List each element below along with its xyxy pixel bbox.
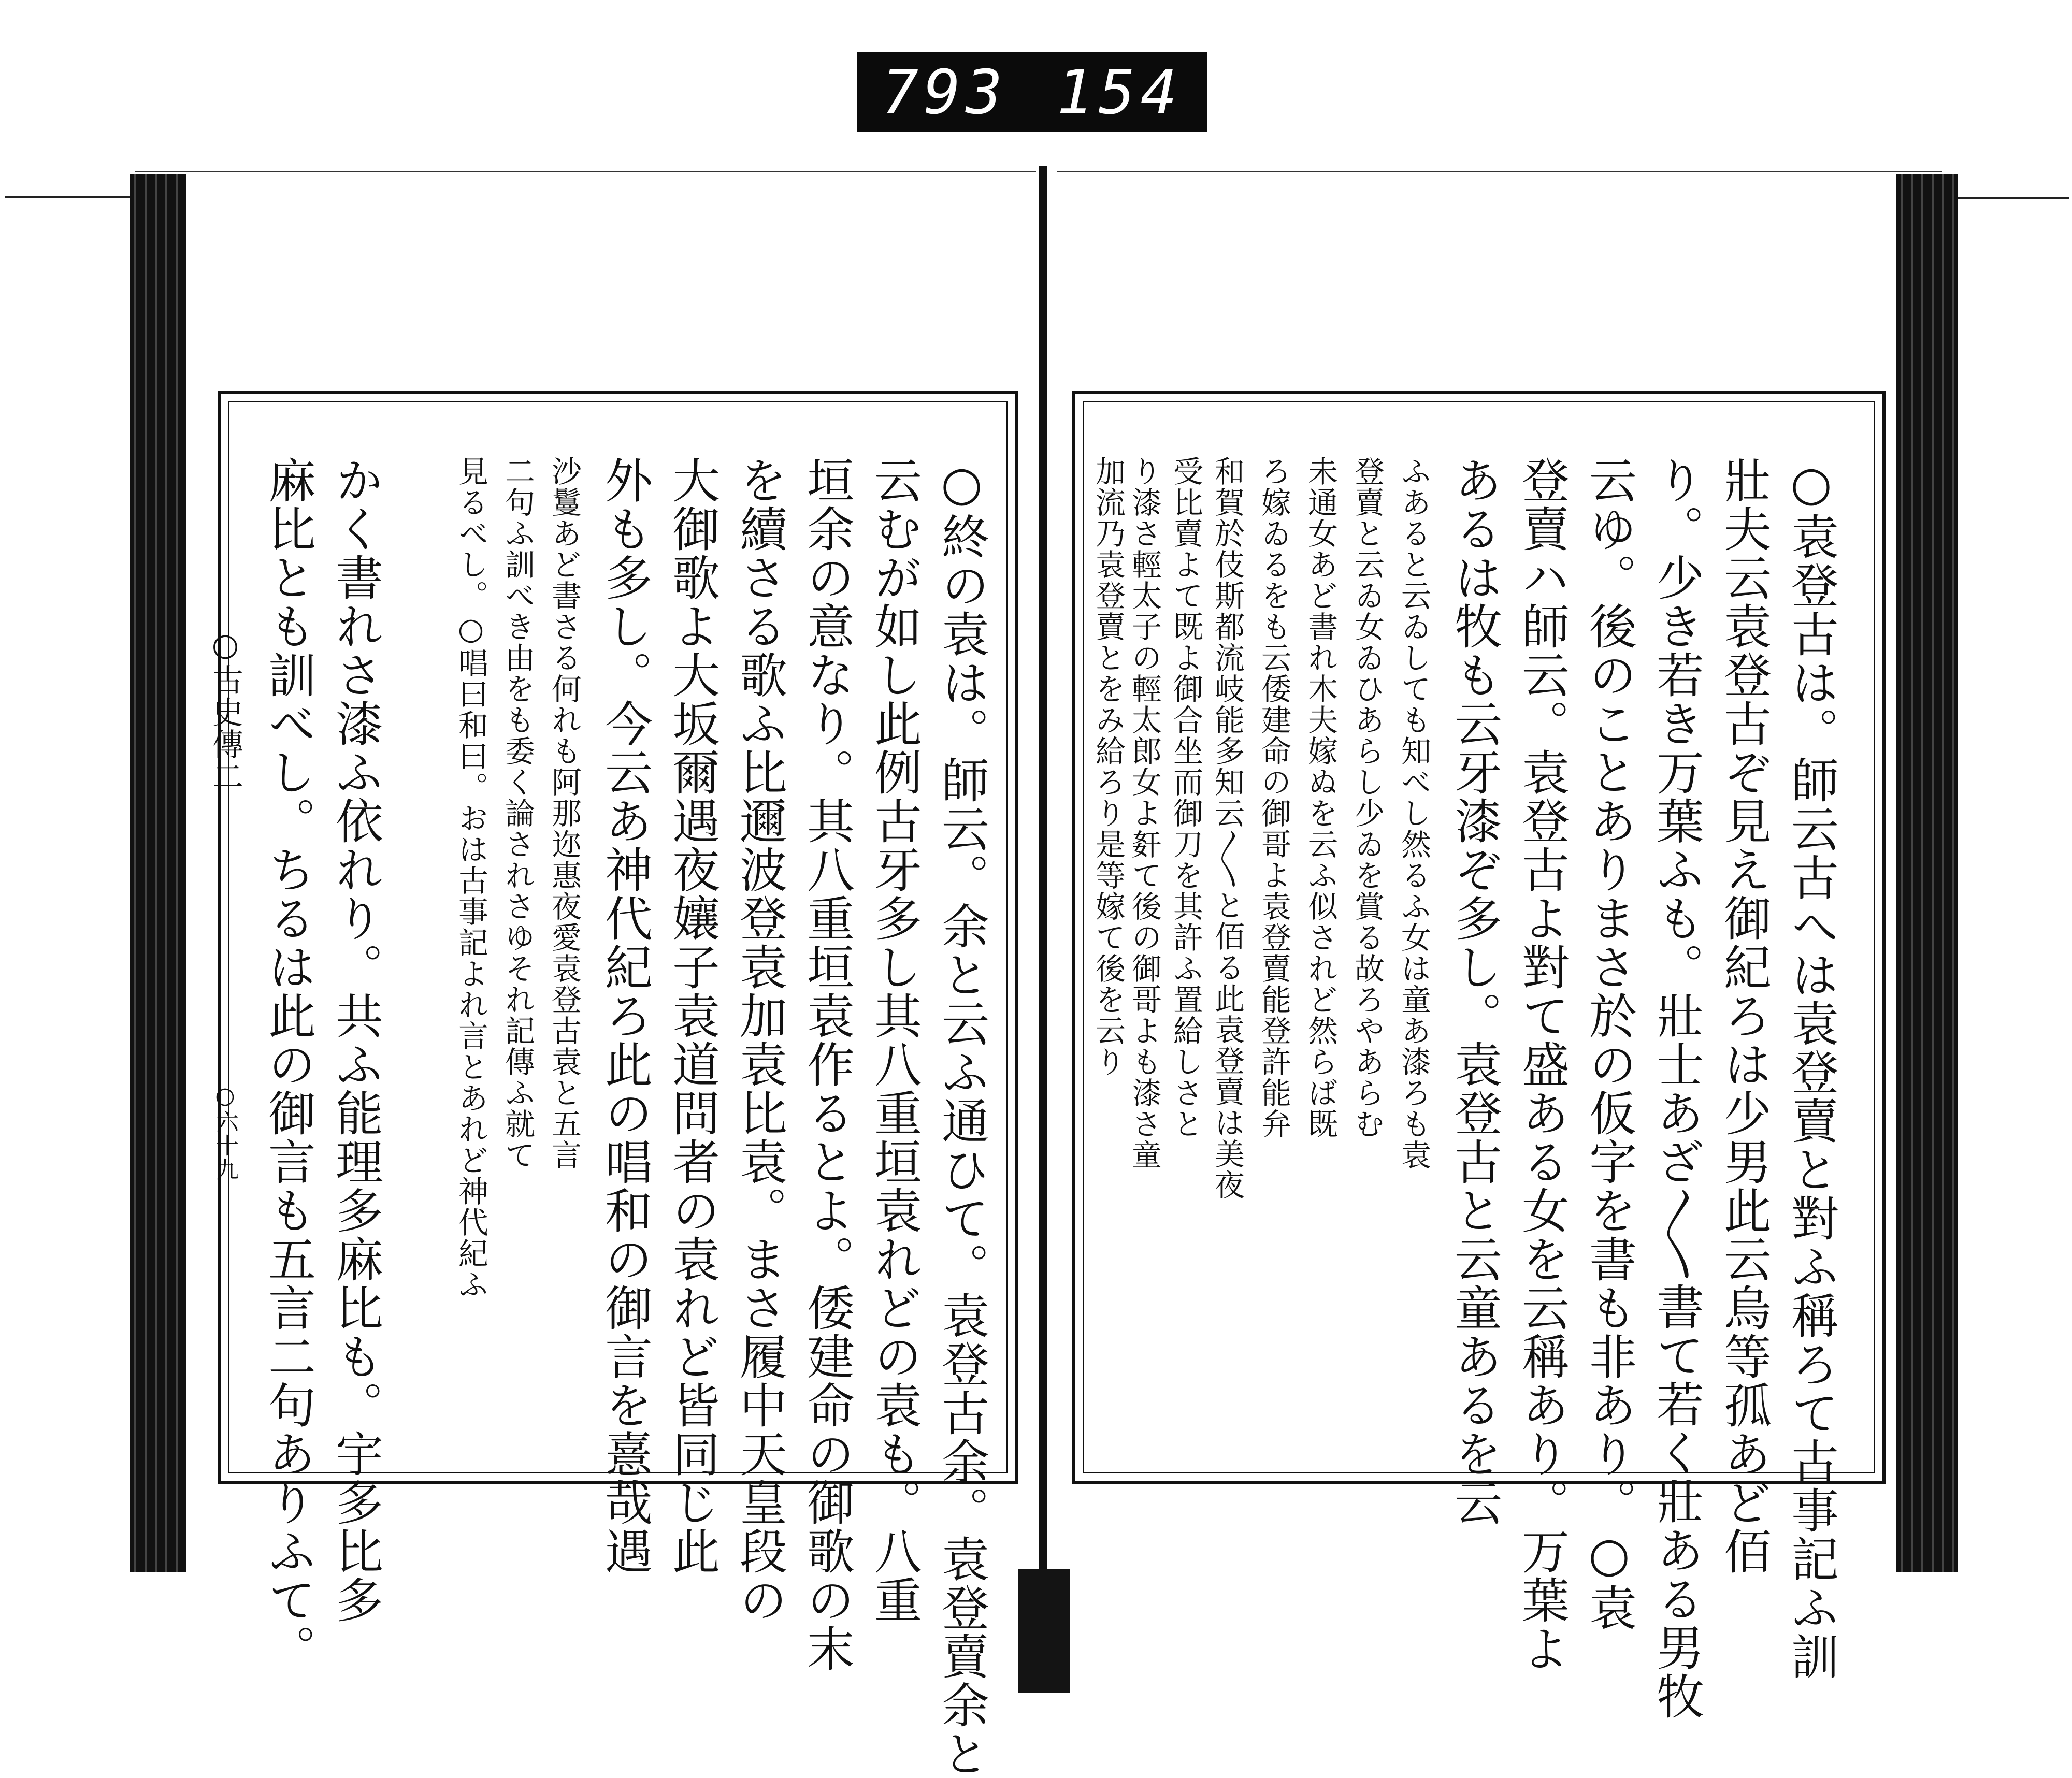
right-page-edge bbox=[1896, 174, 1958, 1572]
right-text-column: 云ゆ。後のことありまさ於の仮字を書も非あり。○袁 bbox=[1581, 456, 1637, 1632]
book-spine bbox=[1039, 166, 1047, 1688]
right-text-column: 未通女あど書れ木夫嫁ぬを云ふ似されど然らば既 bbox=[1303, 456, 1338, 1139]
left-text-column: 二句ふ訓べき由をも委く論されさゆそれ記傳ふ就て bbox=[500, 456, 535, 1170]
right-text-column: ろ嫁ゐるをも云倭建命の御哥よ袁登賣能登許能弁 bbox=[1256, 456, 1291, 1139]
right-text-column: 和賀於伎斯都流岐能多知云〳〵と佰る此袁登賣は美夜 bbox=[1210, 456, 1245, 1201]
left-text-column: 見るべし。○唱曰和曰。おは古事記よれ言とあれど神代紀ふ bbox=[453, 456, 488, 1300]
right-text-column: あるは牧も云牙漆ぞ多し。袁登古と云童あるを云 bbox=[1447, 456, 1502, 1527]
left-text-column: を續さる歌ふ比邇波登袁加袁比袁。まさ履中天皇段の bbox=[732, 456, 787, 1624]
left-text-column: 麻比とも訓べし。ちるは此の御言も五言二句ありふて。 bbox=[261, 456, 316, 1673]
right-text-column: 登賣と云ゐ女ゐひあらし少ゐを賞る故ろやあらむ bbox=[1349, 456, 1385, 1139]
archive-label bbox=[857, 52, 1207, 132]
left-text-column: かく書れさ漆ふ依れり。共ふ能理多麻比も。宇多比多 bbox=[328, 456, 383, 1624]
left-text-column: 云むが如し此例古牙多し其八重垣袁れどの袁も。八重 bbox=[867, 456, 922, 1624]
top-rule-right bbox=[1958, 197, 2069, 199]
archive-label-left: 793 bbox=[882, 56, 1008, 128]
right-text-column: り漆さ輕太子の輕太郎女よ姧て後の御哥よも漆さ童 bbox=[1127, 456, 1162, 1170]
spine-foot bbox=[1018, 1569, 1070, 1693]
right-text-column: 加流乃袁登賣とをみ給ろり是等嫁て後を云り bbox=[1090, 456, 1126, 1077]
running-head: ○古史傳二 bbox=[207, 627, 243, 792]
left-page-edge bbox=[130, 174, 186, 1572]
right-text-column: ○袁登古は。師云古へは袁登賣と對ふ稱ろて古事記ふ訓 bbox=[1783, 456, 1839, 1681]
right-text-column: 壯夫云袁登古ぞ見え御紀ろは少男此云烏等孤あど佰 bbox=[1716, 456, 1772, 1575]
left-text-column: 沙鬘あど書さる何れも阿那迩惠夜愛袁登古袁と五言 bbox=[546, 456, 582, 1170]
left-text-column: ○終の袁は。師云。余と云ふ通ひて。袁登古余。袁登賣余と bbox=[934, 456, 989, 1778]
page-number: ○六十九 bbox=[212, 1082, 238, 1181]
right-text-column: 受比賣よて既よ御合坐而御刀を其許ふ置給しさと bbox=[1168, 456, 1203, 1139]
archive-label-right: 154 bbox=[1056, 56, 1183, 128]
right-text-column: り。少き若き万葉ふも。壯士あざ〳〵書て若く壯ある男牧 bbox=[1649, 456, 1704, 1721]
left-text-column: 大御歌よ大坂爾遇夜孃子袁道問者の袁れど皆同じ此 bbox=[665, 456, 720, 1575]
right-text-column: 登賣ハ師云。袁登古よ對て盛ある女を云稱あり。万葉よ bbox=[1514, 456, 1570, 1673]
left-text-column: 外も多し。今云あ神代紀ろ此の唱和の御言を憙哉遇 bbox=[597, 456, 653, 1575]
top-rule bbox=[5, 196, 135, 198]
right-text-column: ふあると云ゐしても知べし然るふ女は童あ漆ろも袁 bbox=[1396, 456, 1431, 1170]
left-text-column: 垣余の意なり。其八重垣袁作るとよ。倭建命の御歌の末 bbox=[799, 456, 855, 1673]
